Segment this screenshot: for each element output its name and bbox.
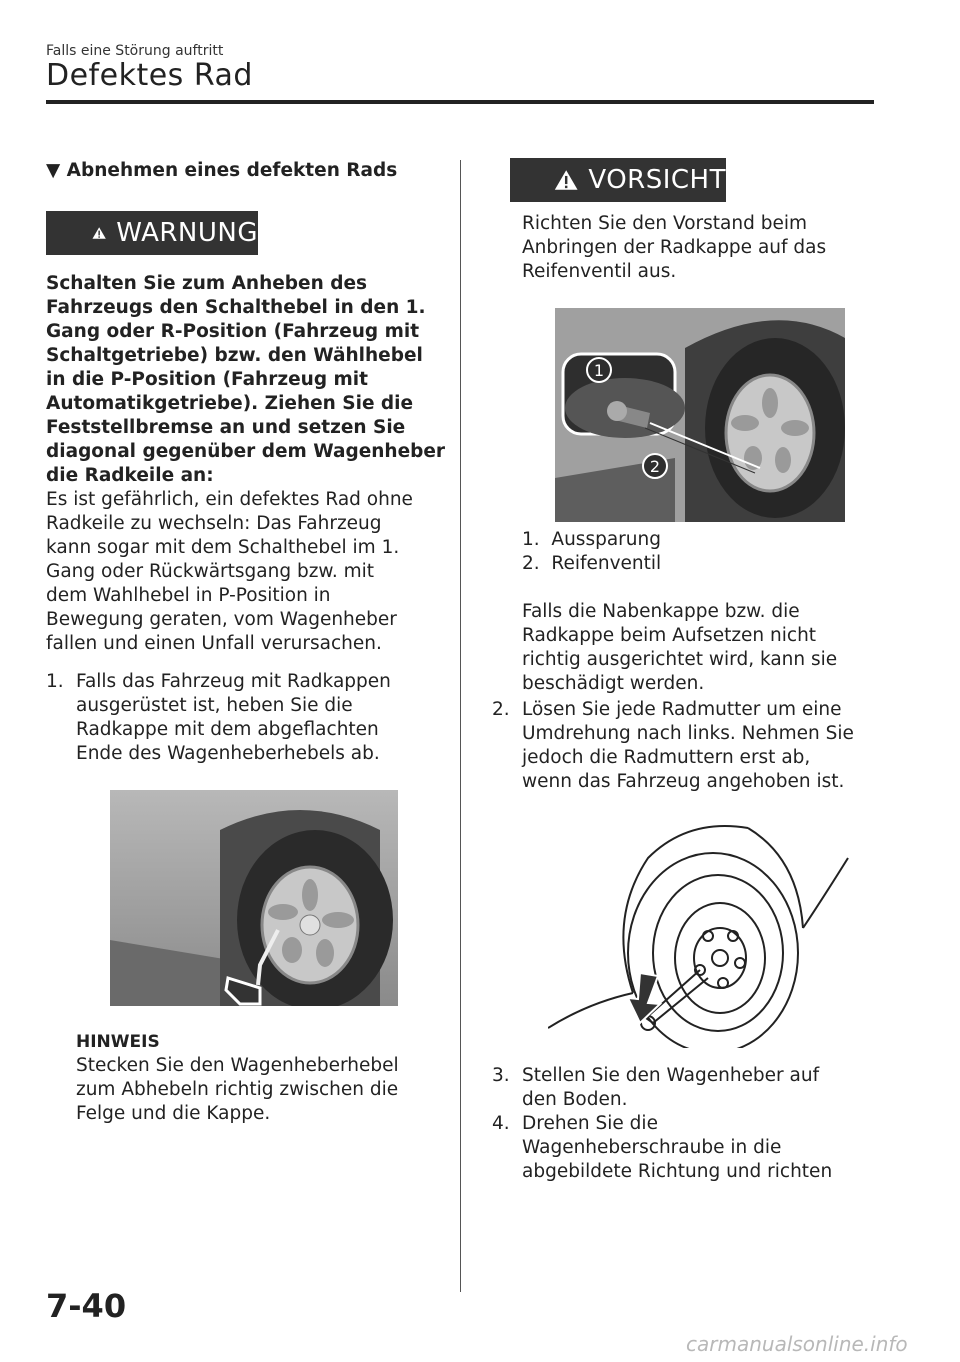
legend-item: 2. Reifenventil (522, 553, 662, 574)
after-figure-text: Falls die Nabenkappe bzw. die Radkappe beim Aufsetzen nicht richtig ausgerichtet wird, kann sie beschädigt werden. (522, 601, 838, 694)
figure-legend (522, 528, 661, 576)
note-text: Stecken Sie den Wagenheberhebel zum Abhebeln richtig zwischen die Felge und die Kappe. (76, 1055, 399, 1124)
warning-badge (46, 211, 258, 255)
step-3-number: 3. (492, 1065, 510, 1086)
lug-nut-figure (548, 818, 858, 1048)
caution-badge (510, 158, 726, 202)
step-2-number: 2. (492, 699, 510, 720)
step-4-number: 4. (492, 1113, 510, 1134)
valve-alignment-figure (555, 308, 845, 522)
warning-bold-text: Schalten Sie zum Anheben des Fahrzeugs den Schalthebel in den 1. Gang oder R-Position (Fahrzeug mit Schaltgetriebe) bzw. den Wählhebel in die P-Position (Fahrzeug mit Automatikgetriebe). Ziehen Sie die Feststellbremse an und setzen Sie diagonal gegenüber dem Wagenheber die Radkeile an: (46, 273, 446, 486)
warning-body-text: Es ist gefährlich, ein defektes Rad ohne Radkeile zu wechseln: Das Fahrzeug kann sogar mit dem Schalthebel im 1. Gang oder Rückwärtsgang bzw. mit dem Wahlhebel in P-Position in Bewegung geraten, vom Wagenheber fallen und einen Unfall verursachen. (46, 489, 413, 654)
header-rule (46, 100, 874, 104)
note-title: HINWEIS (76, 1032, 160, 1052)
warning-triangle-icon (554, 166, 578, 194)
callout-2: 2 (649, 457, 661, 476)
caution-label: VORSICHT (588, 165, 726, 195)
hubcap-removal-figure (110, 790, 398, 1006)
warning-label: WARNUNG (116, 218, 258, 248)
step-2-text: Lösen Sie jede Radmutter um eine Umdrehung nach links. Nehmen Sie jedoch die Radmuttern erst ab, wenn das Fahrzeug angehoben ist. (522, 699, 854, 792)
column-divider (460, 160, 461, 1292)
watermark: carmanualsonline.info (686, 1332, 908, 1356)
caution-text: Richten Sie den Vorstand beim Anbringen der Radkappe auf das Reifenventil aus. (522, 213, 827, 282)
warning-triangle-icon (92, 219, 106, 247)
callout-1: 1 (593, 361, 605, 380)
step-4-text: Drehen Sie die Wagenheberschraube in die abgebildete Richtung und richten (522, 1113, 833, 1182)
section-title: ▼ Abnehmen eines defekten Rads (46, 160, 398, 181)
legend-item: 1. Aussparung (522, 529, 661, 550)
chapter-label: Falls eine Störung auftritt (46, 43, 224, 59)
step-3-text: Stellen Sie den Wagenheber auf den Boden. (522, 1065, 820, 1110)
step-1-number: 1. (46, 671, 64, 692)
page-number: 7-40 (46, 1287, 127, 1325)
page-title: Defektes Rad (46, 58, 253, 93)
step-1-text: Falls das Fahrzeug mit Radkappen ausgerüstet ist, heben Sie die Radkappe mit dem abgeflachten Ende des Wagenheberhebels ab. (76, 671, 391, 764)
